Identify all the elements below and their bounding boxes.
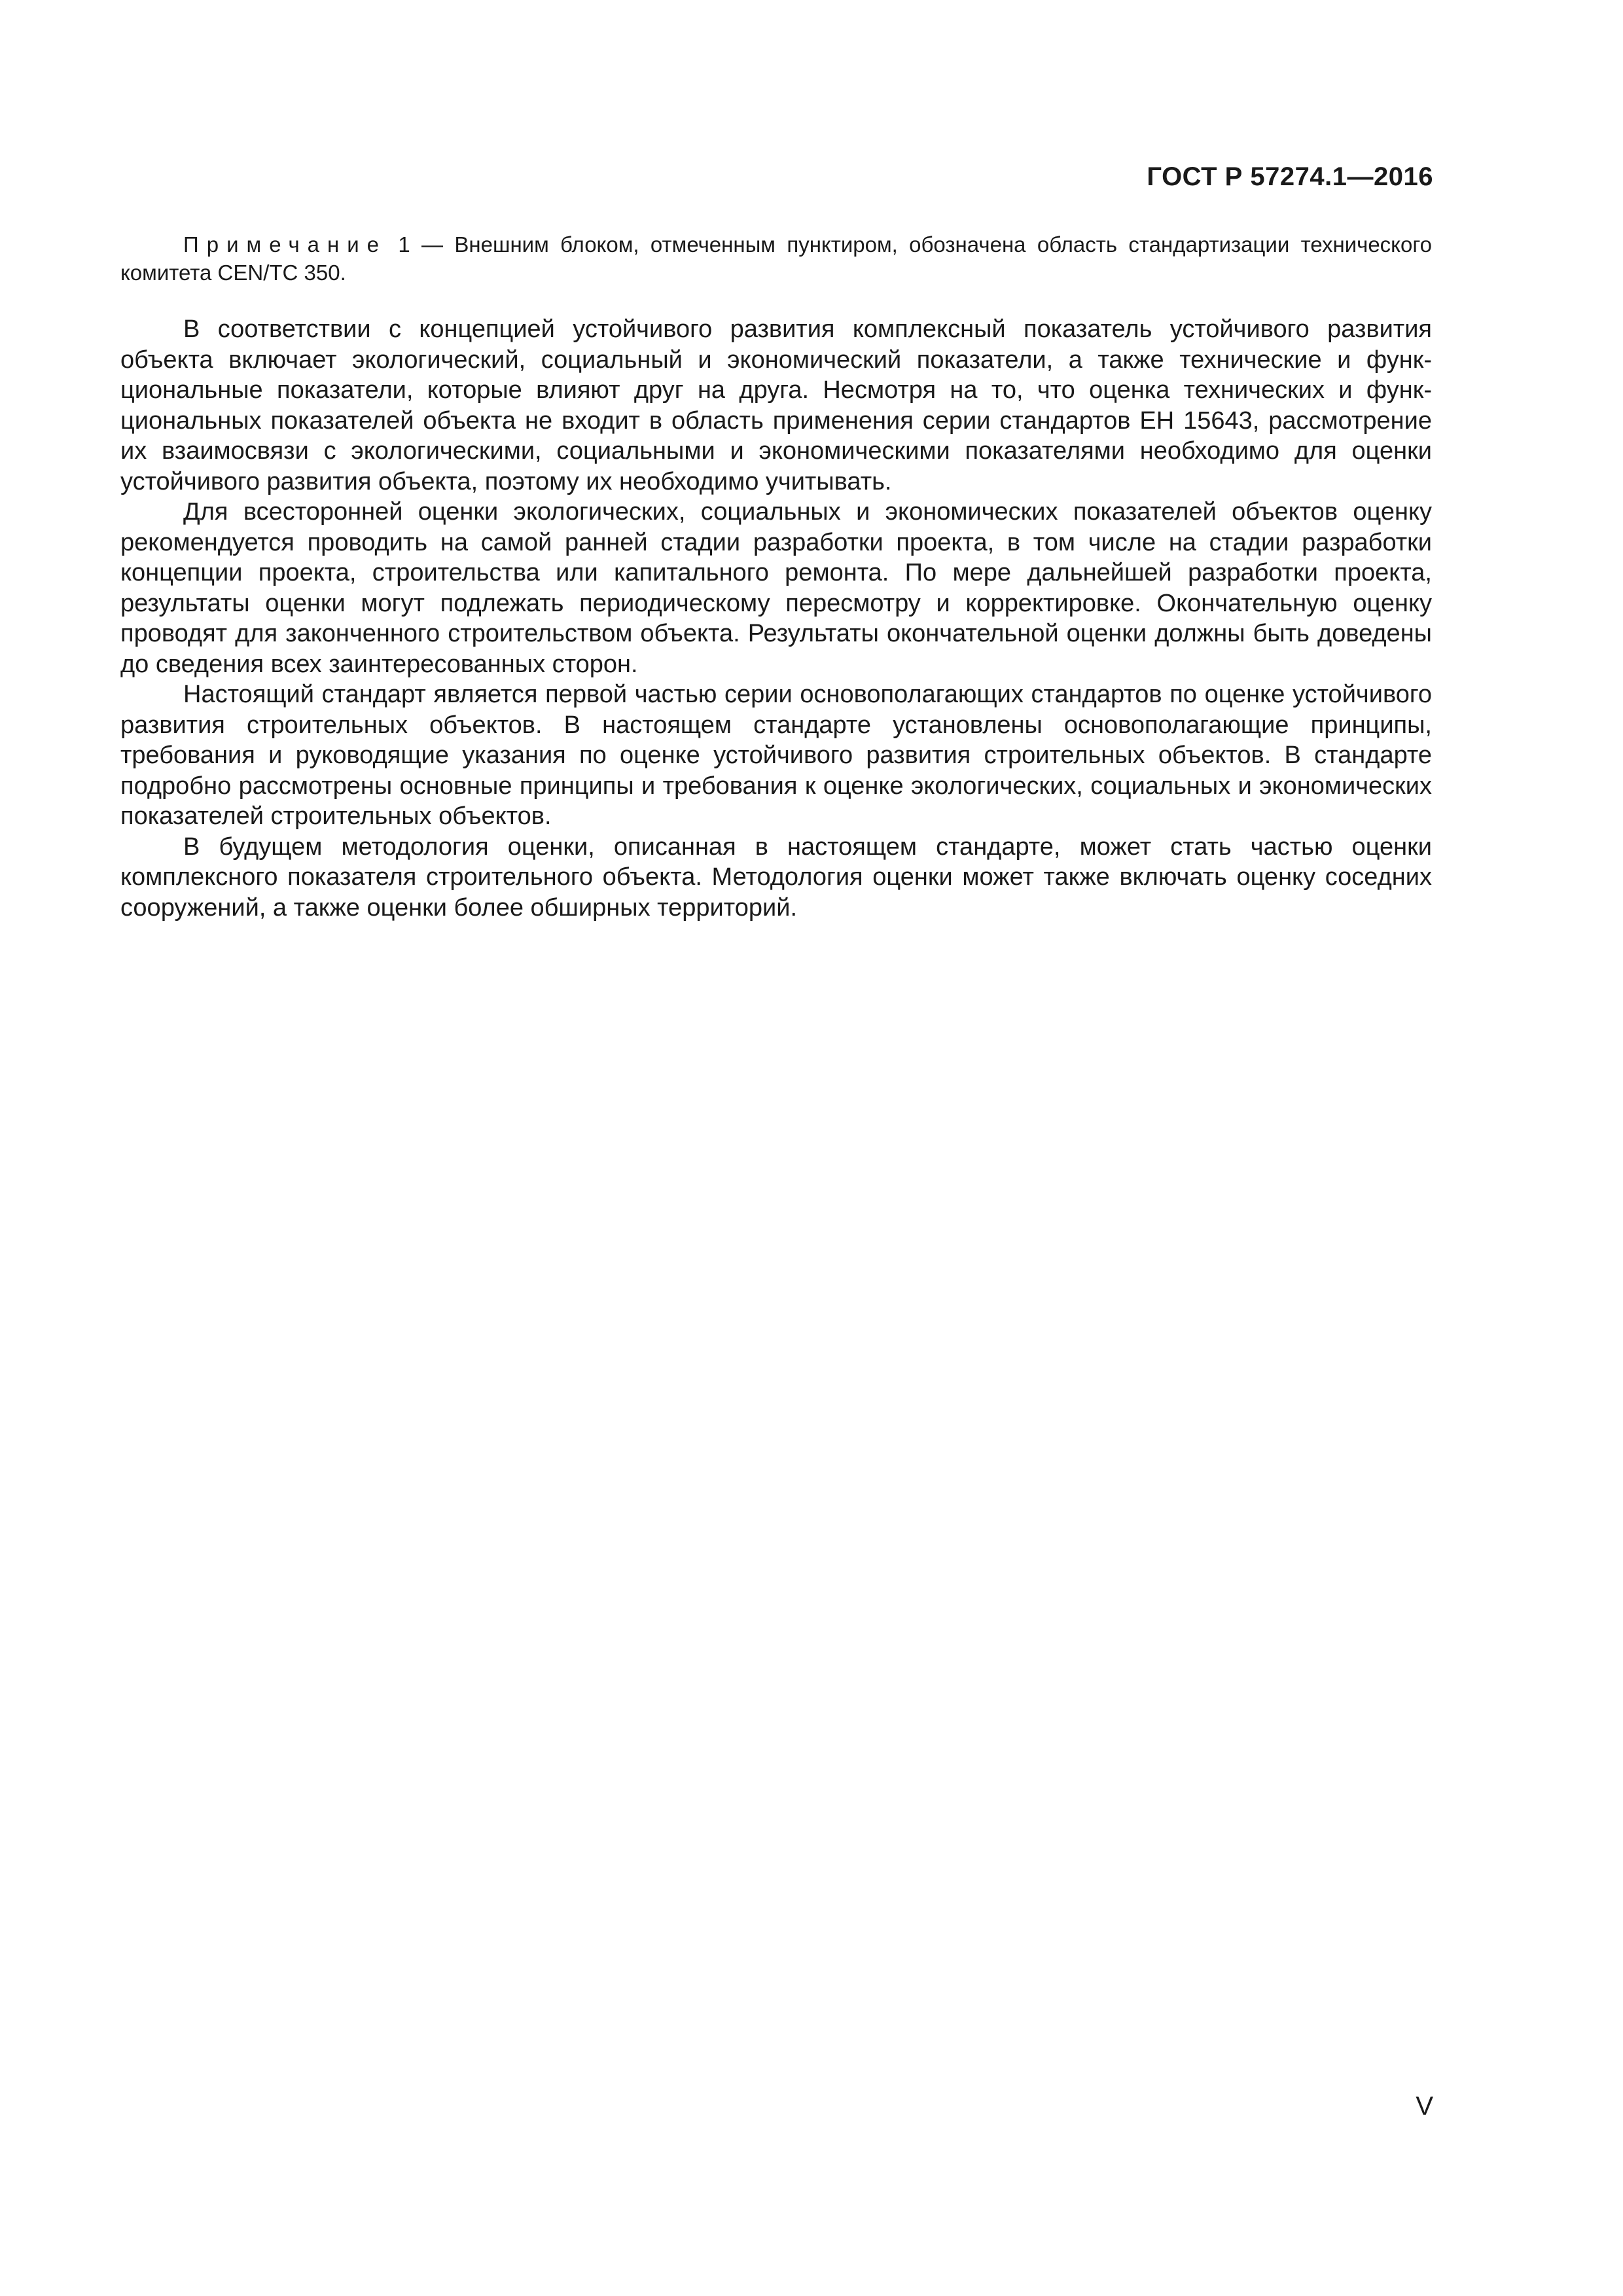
paragraph-3: Настоящий стандарт является первой частью серии основополагающих стандартов по оценке устойчивого развития строительных объектов. В настоящем стандарте установлены основополагающие принципы, требования и руководящие указания по оценке устойчивого развития строительных объектов. В стандарте подробно рассмотрены основные принципы и требования к оценке экологических, социальных и экономических показателей строительных объектов. — [120, 681, 1432, 830]
note-label: Примечание — [183, 232, 387, 257]
standard-id: ГОСТ Р 57274.1—2016 — [1147, 162, 1433, 191]
note-text: 1 — Внешним блоком, отмеченным пунктиром, обозначена область стандартизации технического комитета CEN/TC 350. — [120, 232, 1432, 285]
note — [120, 230, 1432, 287]
paragraph-2: Для всесторонней оценки экологических, социальных и экономических показателей объектов оценку рекомендуется проводить на самой ранней стадии разработки проекта, в том числе на стадии разработки концепции проекта, строительства или капитального ремонта. По мере дальнейшей разработки проекта, результаты оценки могут подлежать периодическому пересмотру и корректировке. Окончательную оценку проводят для законченного строительством объекта. Результаты окончательной оценки должны быть доведены до сведения всех заинтересованных сторон. — [120, 498, 1432, 678]
page-number: V — [1416, 2092, 1433, 2121]
document-body — [120, 230, 1432, 923]
paragraph-1: В соответствии с концепцией устойчивого развития комплексный показатель устойчивого развития объекта включает экологический, социальный и экономический показатели, а также технические и функциональные показатели, которые влияют друг на друга. Несмотря на то, что оценка технических и функциональных показателей объекта не входит в область применения серии стандартов ЕН 15643, рассмотрение их взаимосвязи с экологическими, социальными и экономическими показателями необходимо для оценки устойчивого развития объекта, поэтому их необходимо учитывать. — [120, 315, 1432, 495]
paragraph-4: В будущем методология оценки, описанная в настоящем стандарте, может стать частью оценки комплексного показателя строительного объекта. Методология оценки может также включать оценку соседних сооружений, а также оценки более обширных территорий. — [120, 833, 1432, 922]
